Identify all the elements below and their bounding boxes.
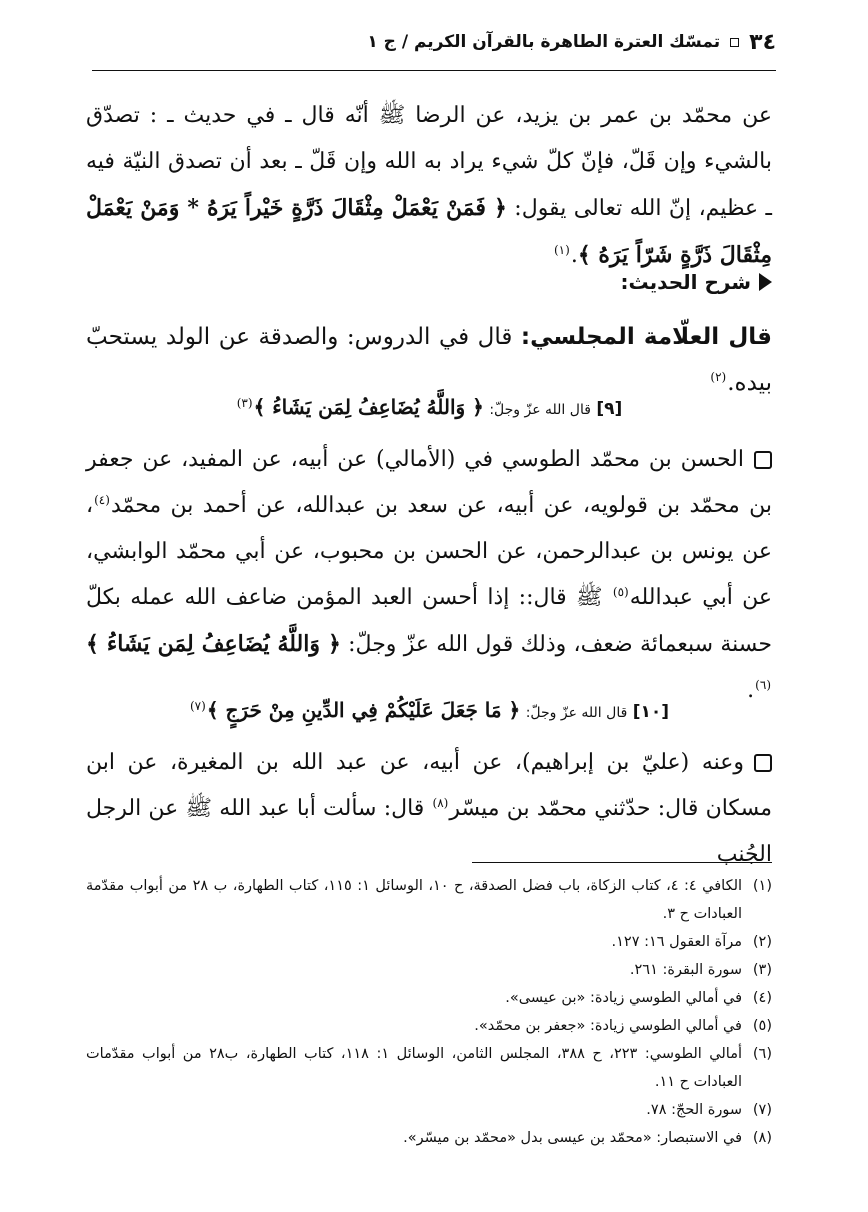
punctuation: . bbox=[747, 678, 755, 703]
hadith-intro: قال الله عزّ وجلّ: bbox=[525, 705, 628, 721]
paragraph-hadith-10 bbox=[86, 740, 772, 878]
footnote-ref[interactable]: (٥) bbox=[612, 584, 629, 599]
footnote-text: مرآة العقول ١٦: ١٢٧. bbox=[611, 934, 742, 950]
quran-verse: ﴿ فَمَنْ يَعْمَلْ مِثْقَالَ ذَرَّةٍ خَيْراً يَرَهُ * وَمَنْ يَعْمَلْ مِثْقَالَ ذَرَّةٍ شَرّاً يَرَهُ ﴾ bbox=[86, 195, 772, 268]
triangle-arrow-icon bbox=[759, 273, 772, 291]
header-square-icon bbox=[730, 38, 739, 47]
footnote-ref[interactable]: (٣) bbox=[236, 396, 253, 411]
section-heading-text: شرح الحديث: bbox=[620, 270, 751, 294]
page-number: ٣٤ bbox=[749, 29, 776, 55]
footnote-number: (٥) bbox=[752, 1018, 772, 1034]
paragraph-text: قال: سألت أبا عبد الله ﷺ عن الرجل الجُنب bbox=[86, 796, 772, 867]
footnote-number: (٨) bbox=[752, 1130, 772, 1146]
paragraph-hadith-9 bbox=[86, 437, 772, 714]
paragraph-lead: قال العلّامة المجلسي: bbox=[520, 324, 772, 350]
header-rule bbox=[92, 70, 776, 71]
hadith-intro: قال الله عزّ وجلّ: bbox=[489, 402, 591, 418]
footnote-item bbox=[86, 956, 772, 984]
footnote-number: (٧) bbox=[752, 1102, 772, 1118]
paragraph-text: قال في الدروس: والصدقة عن الولد يستحبّ بيده. bbox=[86, 324, 772, 396]
footnote-number: (١) bbox=[752, 878, 772, 894]
footnotes bbox=[86, 872, 772, 1152]
footnote-item bbox=[86, 1096, 772, 1124]
footnote-number: (٦) bbox=[752, 1046, 772, 1062]
footnote-ref[interactable]: (٨) bbox=[432, 795, 449, 810]
section-heading bbox=[86, 264, 772, 300]
footnote-text: في أمالي الطوسي زيادة: «بن عيسى». bbox=[505, 990, 742, 1006]
footnote-item bbox=[86, 1012, 772, 1040]
footnote-text: في الاستبصار: «محمّد بن عيسى بدل «محمّد بن ميسّر». bbox=[403, 1130, 742, 1146]
footnote-text: أمالي الطوسي: ٢٢٣، ح ٣٨٨، المجلس الثامن، الوسائل ١: ١١٨، كتاب الطهارة، ب٢٨ من أبواب مقدّمات العبادات ح ١١. bbox=[86, 1046, 743, 1090]
footnote-ref[interactable]: (٧) bbox=[189, 699, 206, 714]
footnote-number: (٢) bbox=[752, 934, 772, 950]
footnote-item bbox=[86, 928, 772, 956]
page-header bbox=[92, 22, 776, 62]
square-bullet-icon bbox=[754, 451, 772, 469]
footnote-item bbox=[86, 984, 772, 1012]
square-bullet-icon bbox=[754, 754, 772, 772]
punctuation: . bbox=[570, 243, 578, 268]
hadith-number: [٩] bbox=[596, 399, 623, 419]
footnote-rule bbox=[472, 862, 772, 863]
paragraph-text: ، عن يونس بن عبدالرحمن، عن الحسن بن محبوب، عن أبي محمّد الوابشي، عن أبي عبدالله bbox=[86, 493, 772, 610]
quran-verse: ﴿ مَا جَعَلَ عَلَيْكُمْ فِي الدِّينِ مِنْ حَرَجٍ ﴾ bbox=[206, 698, 521, 722]
paragraph-hadith-intro bbox=[86, 93, 772, 279]
footnote-ref[interactable]: (٢) bbox=[710, 370, 727, 385]
footnote-item bbox=[86, 1040, 772, 1096]
footnote-ref[interactable]: (٦) bbox=[755, 677, 771, 692]
paragraph-text: وعنه (عليّ بن إبراهيم)، عن أبيه، عن عبد الله بن المغيرة، عن ابن مسكان قال: حدّثني محمّد بن ميسّر bbox=[86, 750, 772, 821]
footnote-text: في أمالي الطوسي زيادة: «جعفر بن محمّد». bbox=[474, 1018, 742, 1034]
quran-verse: ﴿ وَاللَّهُ يُضَاعِفُ لِمَن يَشَاءُ ﴾ bbox=[253, 395, 484, 419]
footnote-number: (٤) bbox=[752, 990, 772, 1006]
footnote-text: سورة الحجّ: ٧٨. bbox=[646, 1102, 742, 1118]
footnote-ref[interactable]: (١) bbox=[553, 242, 570, 257]
hadith-number: [١٠] bbox=[632, 702, 670, 722]
paragraph-text: ﷺ قال:: إذا أحسن العبد المؤمن ضاعف الله عمله بكلّ حسنة سبعمائة ضعف، وذلك قول الله عزّ وجلّ: bbox=[86, 585, 772, 657]
paragraph-text: الحسن بن محمّد الطوسي في (الأمالي) عن أبيه، عن المفيد، عن جعفر بن محمّد بن قولويه، عن أبيه، عن سعد بن عبدالله، عن أحمد بن محمّد bbox=[86, 447, 772, 518]
paragraph-text: عن محمّد بن عمر بن يزيد، عن الرضا ﷺ أنّه قال ـ في حديث ـ : تصدّق بالشيء وإن قَلّ، فإنّ كلّ شيء يراد به الله وإن قَلّ ـ بعد أن تصدق النيّة فيه ـ عظيم، إنّ الله تعالى يقول: bbox=[86, 103, 772, 221]
footnote-ref[interactable]: (٤) bbox=[94, 492, 110, 507]
quran-verse: ﴿ وَاللَّهُ يُضَاعِفُ لِمَن يَشَاءُ ﴾ bbox=[86, 631, 341, 657]
footnote-item bbox=[86, 1124, 772, 1152]
footnote-text: الكافي ٤: ٤، كتاب الزكاة، باب فضل الصدقة، ح ١٠، الوسائل ١: ١١٥، كتاب الطهارة، ب ٢٨ من أبواب مقدّمة العبادات ح ٣. bbox=[86, 878, 743, 922]
footnote-number: (٣) bbox=[752, 962, 772, 978]
footnote-item bbox=[86, 872, 772, 928]
hadith-heading-10 bbox=[86, 693, 772, 730]
hadith-heading-9 bbox=[86, 390, 772, 427]
running-title: تمسّك العترة الطاهرة بالقرآن الكريم / ج ١ bbox=[367, 32, 721, 52]
footnote-text: سورة البقرة: ٢٦١. bbox=[629, 962, 742, 978]
